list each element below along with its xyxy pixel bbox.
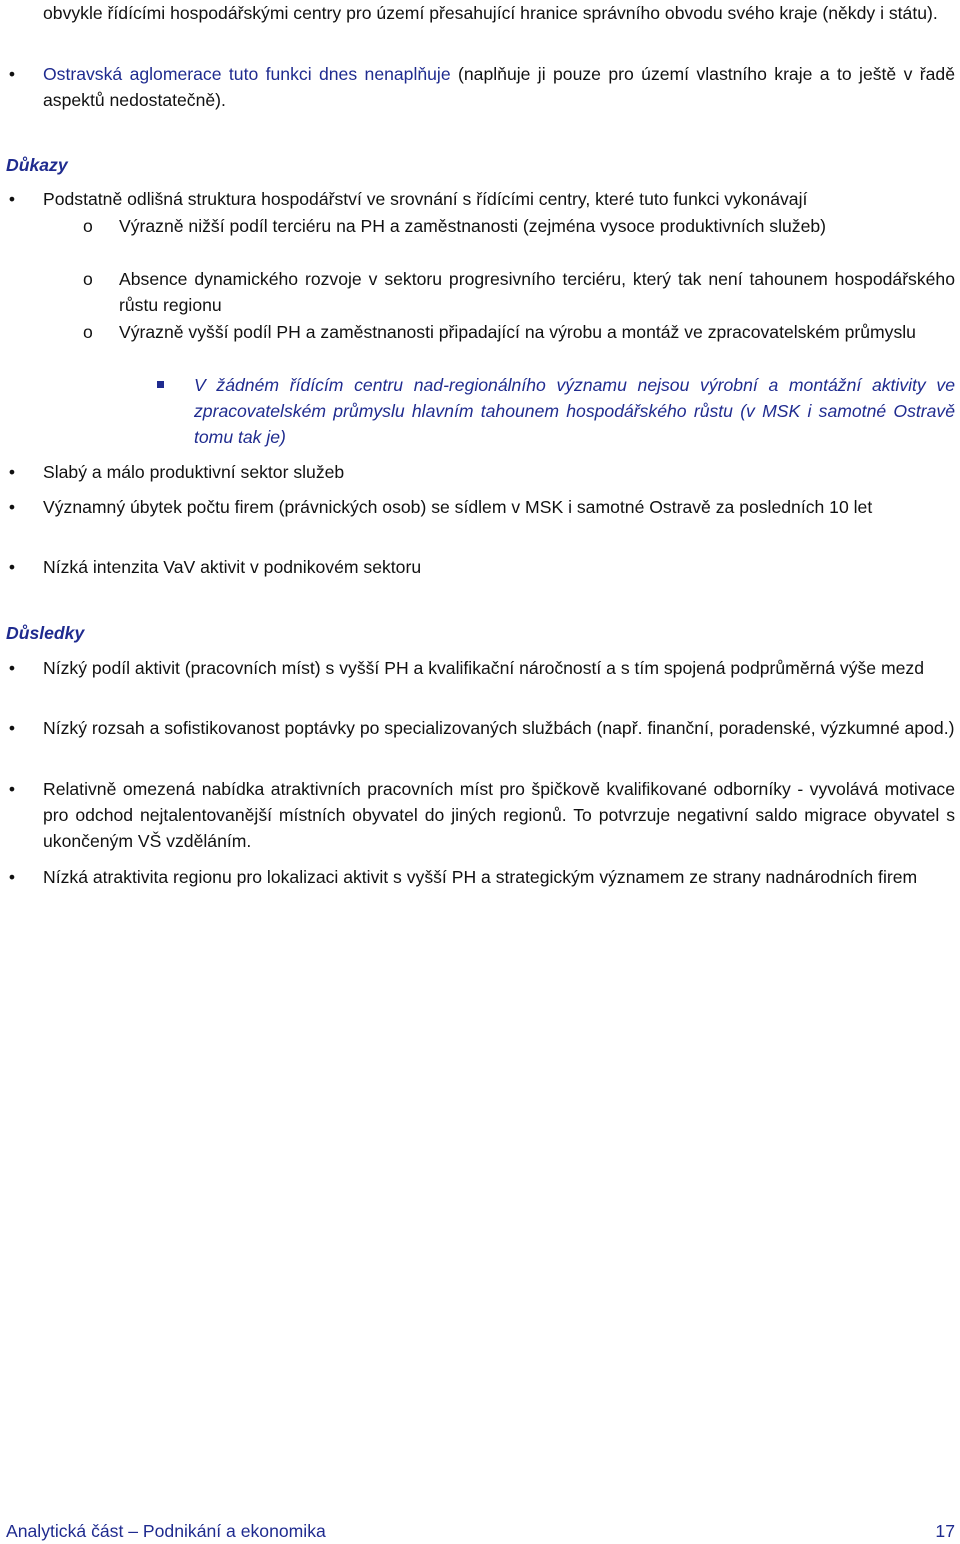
list-item-text: Nízký podíl aktivit (pracovních míst) s vyšší PH a kvalifikační náročností a s tím spojená podprůměrná výše mezd	[43, 658, 925, 678]
list-item	[6, 61, 955, 113]
list-item	[6, 554, 955, 580]
sub-list-item	[6, 266, 955, 318]
bullet-disc: •	[8, 779, 16, 799]
list-item	[6, 715, 955, 741]
sub-list-item-text: Výrazně nižší podíl terciéru na PH a zaměstnanosti (zejména vysoce produktivních služeb)	[119, 216, 827, 236]
bullet-disc: •	[8, 64, 16, 84]
sub-list-item	[6, 213, 955, 239]
list-item-text: Nízká atraktivita regionu pro lokalizaci aktivit s vyšší PH a strategickým významem ze strany nadnárodních firem	[43, 867, 918, 887]
bullet-disc: •	[8, 718, 16, 738]
bullet-square	[157, 381, 164, 388]
bullet-disc: •	[8, 557, 16, 577]
list-item-text: Nízký rozsah a sofistikovanost poptávky po specializovaných službách (např. finanční, poradenské, výzkumné apod.)	[43, 718, 955, 738]
page-number: 17	[935, 1521, 955, 1541]
list-item	[6, 459, 955, 485]
list-item	[6, 776, 955, 854]
section-heading-dukazy: Důkazy	[6, 155, 68, 175]
footer-section-title: Analytická část – Podnikání a ekonomika	[6, 1521, 326, 1541]
section-heading-dusledky: Důsledky	[6, 623, 85, 643]
sub-list-item-text: Výrazně vyšší podíl PH a zaměstnanosti připadající na výrobu a montáž ve zpracovatelském průmyslu	[119, 322, 916, 342]
list-item	[6, 655, 955, 681]
sub-list-item-text: Absence dynamického rozvoje v sektoru progresivního terciéru, který tak není tahounem hospodářského růstu regionu	[119, 269, 955, 315]
bullet-circle: o	[83, 269, 93, 289]
continuation-paragraph: obvykle řídícími hospodářskými centry pro území přesahující hranice správního obvodu svého kraje (někdy i státu).	[43, 3, 938, 23]
bullet-disc: •	[8, 867, 16, 887]
list-item-text: Slabý a málo produktivní sektor služeb	[43, 462, 345, 482]
sub-sub-list-item	[6, 372, 955, 450]
aglomerace-detail: (naplňuje ji pouze pro území vlastního kraje a to ještě v řadě aspektů nedostatečně).	[43, 64, 955, 110]
aglomerace-statement: Ostravská aglomerace tuto funkci dnes nenaplňuje	[43, 64, 451, 84]
bullet-disc: •	[8, 497, 16, 517]
bullet-disc: •	[8, 189, 16, 209]
list-item-text: Nízká intenzita VaV aktivit v podnikovém sektoru	[43, 557, 422, 577]
sub-sub-list-item-text: V žádném řídícím centru nad-regionálního významu nejsou výrobní a montážní aktivity ve zpracovatelském průmyslu hlavním tahounem hospodářského růstu (v MSK i samotné Ostravě tomu tak je)	[194, 375, 955, 447]
list-item-text: Relativně omezená nabídka atraktivních pracovních míst pro špičkově kvalifikované odborníky - vyvolává motivace pro odchod nejtalentovanější místních obyvatel do jiných regionů. To potvrzuje negativní saldo migrace obyvatel s ukončeným VŠ vzděláním.	[43, 779, 955, 851]
list-item	[6, 864, 955, 890]
list-item-text: Podstatně odlišná struktura hospodářství ve srovnání s řídícími centry, které tuto funkci vykonávají	[43, 189, 808, 209]
bullet-disc: •	[8, 658, 16, 678]
bullet-disc: •	[8, 462, 16, 482]
bullet-circle: o	[83, 322, 93, 342]
list-item	[6, 186, 955, 212]
sub-list-item	[6, 319, 955, 345]
page-footer	[6, 1519, 955, 1543]
list-item-text: Významný úbytek počtu firem (právnických osob) se sídlem v MSK i samotné Ostravě za posledních 10 let	[43, 497, 873, 517]
bullet-circle: o	[83, 216, 93, 236]
list-item	[6, 494, 955, 520]
